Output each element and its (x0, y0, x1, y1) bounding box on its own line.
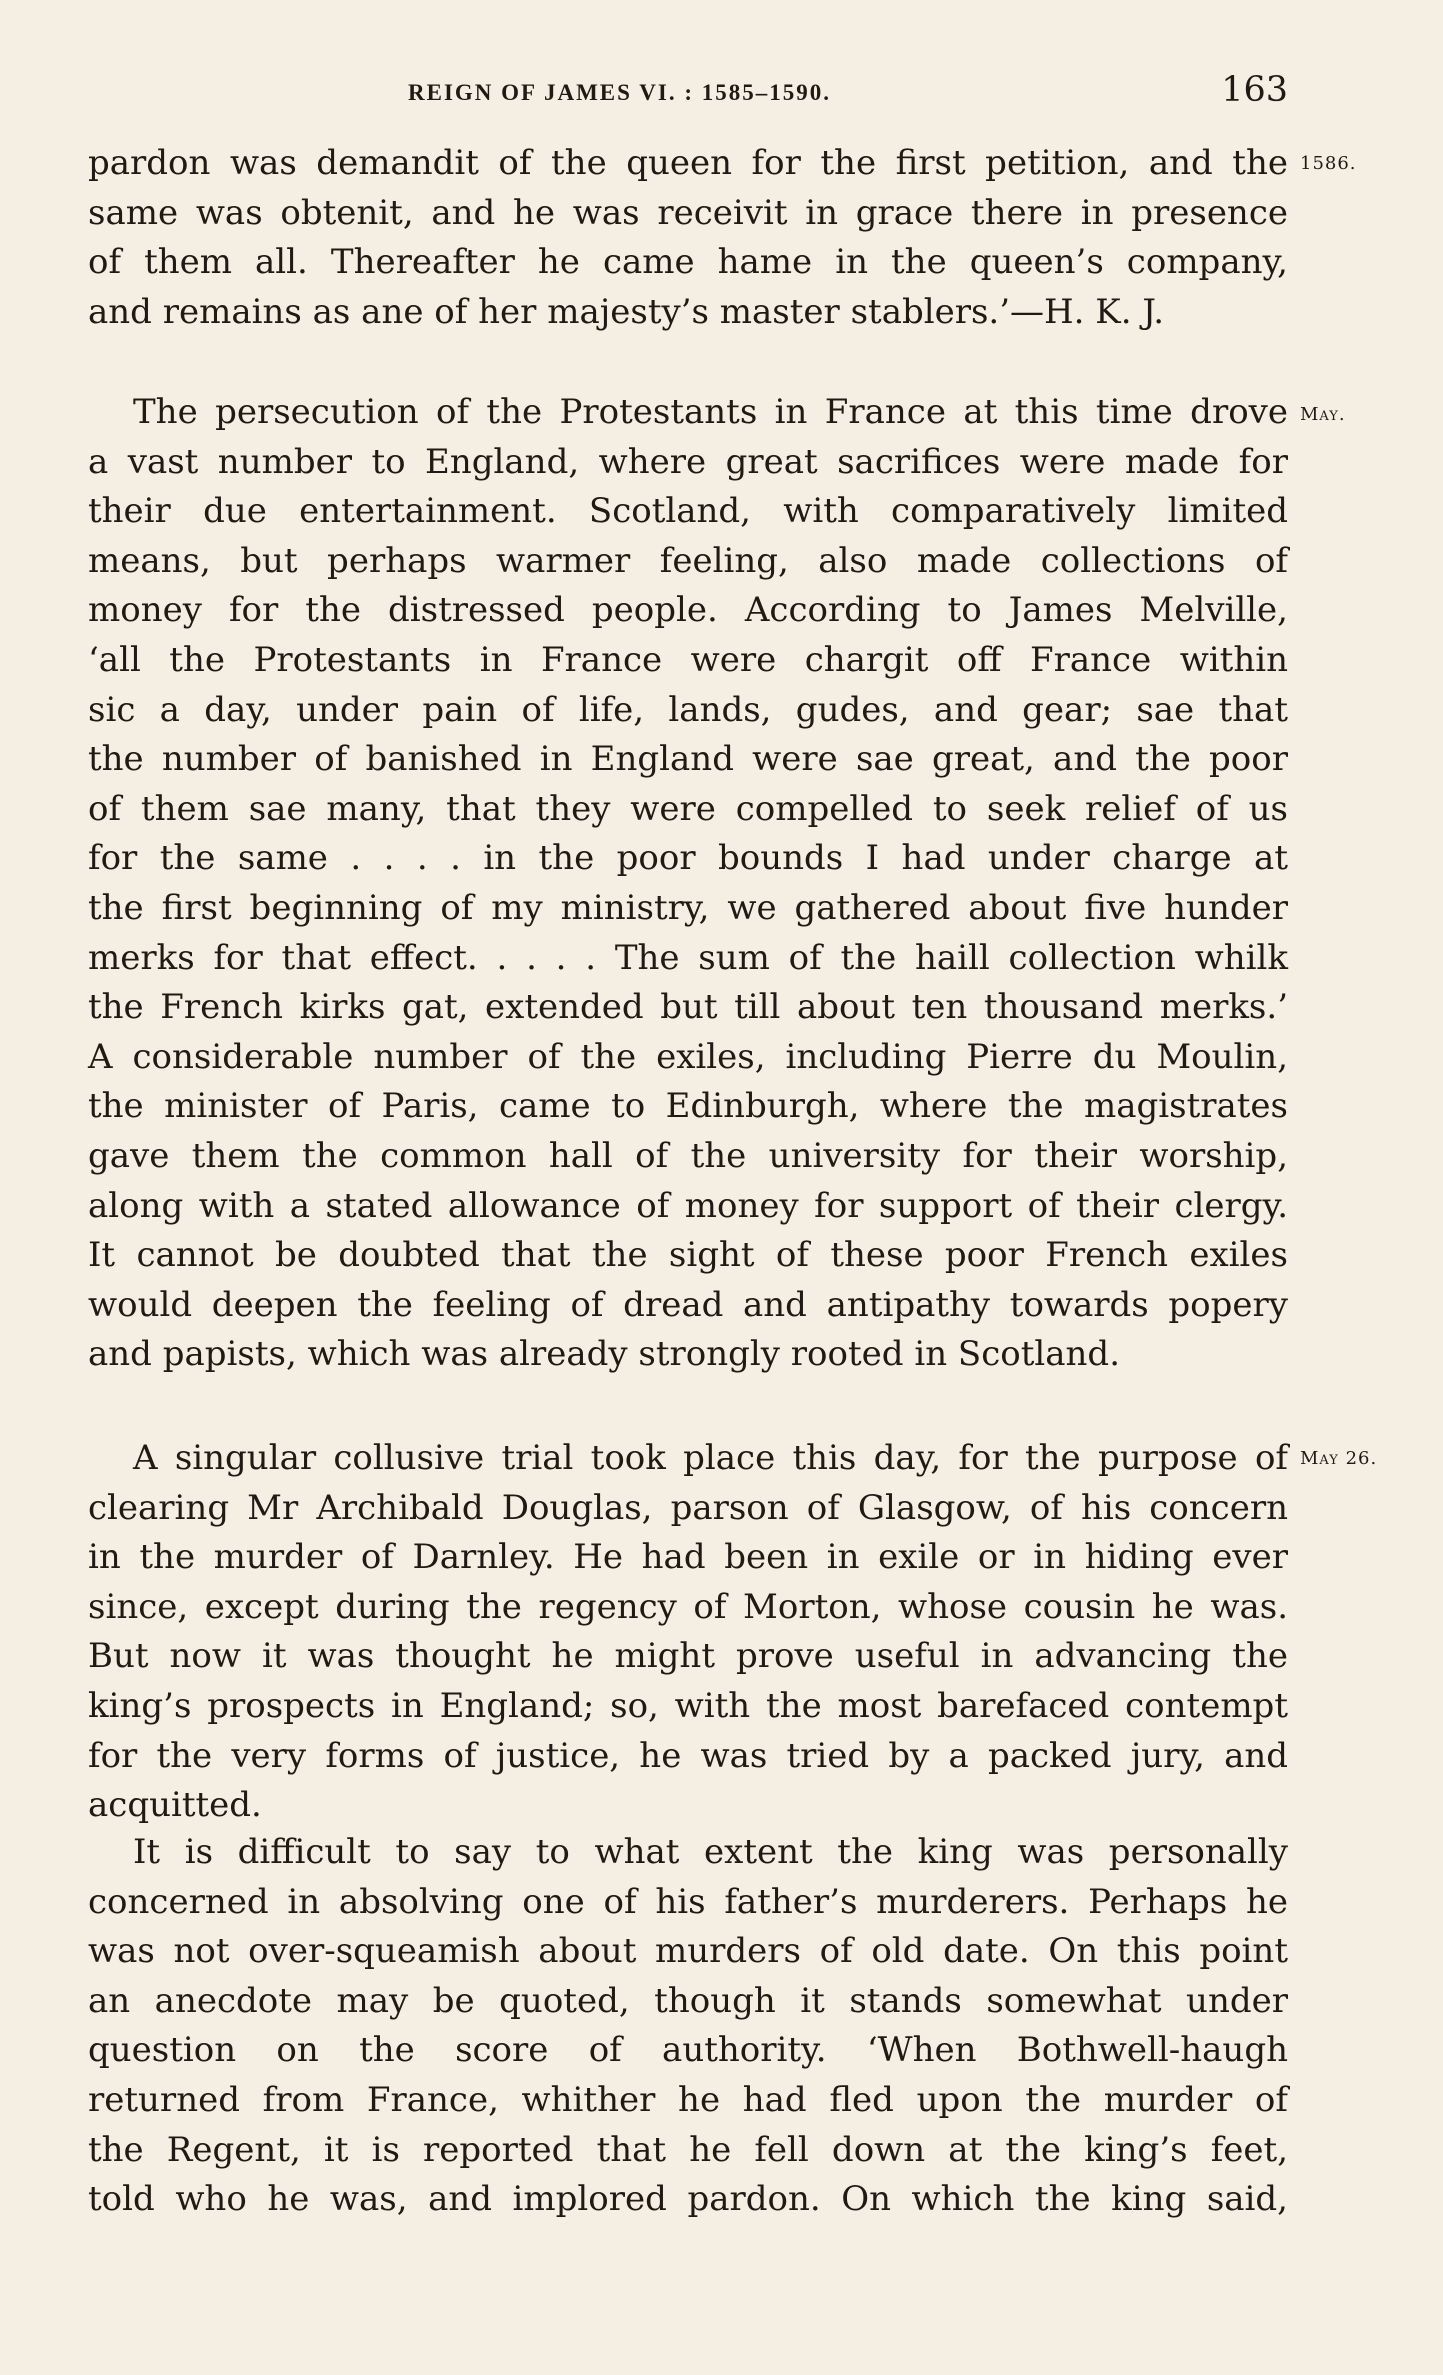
text-line: an anecdote may be quoted, though it stands somewhat under (88, 1980, 1288, 2021)
side-note-date: May 26. (1300, 1448, 1378, 1469)
text-line: ‘all the Protestants in France were chargit off France within (88, 639, 1288, 680)
text-line: and remains as ane of her majesty’s master stablers.’—H. K. J. (88, 291, 1165, 332)
text-line: of them sae many, that they were compelled to seek relief of us (88, 788, 1288, 829)
text-line: pardon was demandit of the queen for the first petition, and the (88, 143, 1288, 183)
page-number: 163 (1221, 70, 1288, 110)
text-line: their due entertainment. Scotland, with comparatively limited (88, 491, 1288, 532)
text-line: acquitted. (88, 1785, 262, 1826)
text-line: the minister of Paris, came to Edinburgh, where the magistrates (88, 1086, 1288, 1127)
text-line: in the murder of Darnley. He had been in exile or in hiding ever (88, 1537, 1288, 1578)
text-line: returned from France, whither he had fled upon the murder of (88, 2079, 1288, 2120)
text-line: means, but perhaps warmer feeling, also made collections of (88, 540, 1288, 581)
text-line: was not over-squeamish about murders of old date. On this point (88, 1931, 1288, 1972)
text-line: the first beginning of my ministry, we gathered about five hunder (88, 887, 1288, 928)
text-line: for the very forms of justice, he was tried by a packed jury, and (88, 1735, 1288, 1776)
text-line: A considerable number of the exiles, including Pierre du Moulin, (88, 1036, 1288, 1077)
text-line: since, except during the regency of Morton, whose cousin he was. (88, 1586, 1288, 1627)
side-note-year: 1586. (1300, 153, 1357, 174)
paragraph-trial (88, 1434, 1288, 1831)
paragraph-anecdote (88, 1828, 1288, 2225)
text-line: It cannot be doubted that the sight of these poor French exiles (88, 1235, 1288, 1276)
paragraph-pardon (88, 139, 1288, 337)
text-line: the Regent, it is reported that he fell down at the king’s feet, (88, 2129, 1288, 2170)
text-line: money for the distressed people. According to James Melville, (88, 590, 1288, 631)
text-line: the French kirks gat, extended but till about ten thousand merks.’ (88, 987, 1288, 1028)
text-line: A singular collusive trial took place this day, for the purpose of (133, 1438, 1288, 1478)
text-line: The persecution of the Protestants in France at this time drove (133, 392, 1288, 432)
text-line: and papists, which was already strongly rooted in Scotland. (88, 1334, 1121, 1375)
text-line: for the same . . . . in the poor bounds I had under charge at (88, 838, 1288, 879)
paragraph-persecution (88, 388, 1288, 1380)
text-line: sic a day, under pain of life, lands, gudes, and gear; sae that (88, 689, 1288, 730)
text-line: the number of banished in England were sae great, and the poor (88, 739, 1288, 780)
text-line: It is difficult to say to what extent the king was personally (133, 1832, 1288, 1872)
text-line: a vast number to England, where great sacrifices were made for (88, 441, 1288, 482)
text-line: concerned in absolving one of his father’s murderers. Perhaps he (88, 1881, 1288, 1922)
text-line: merks for that effect. . . . . The sum of the haill collection whilk (88, 937, 1288, 978)
text-line: king’s prospects in England; so, with the most barefaced contempt (88, 1685, 1288, 1726)
text-line: But now it was thought he might prove useful in advancing the (88, 1636, 1288, 1677)
text-line: gave them the common hall of the university for their worship, (88, 1135, 1288, 1176)
text-line: question on the score of authority. ‘When Bothwell-haugh (88, 2030, 1288, 2071)
text-line: same was obtenit, and he was receivit in grace there in presence (88, 192, 1288, 233)
side-note-month: May. (1300, 404, 1346, 425)
text-line: would deepen the feeling of dread and antipathy towards popery (88, 1284, 1288, 1325)
running-title: REIGN OF JAMES VI. : 1585–1590. (408, 80, 831, 105)
text-line: told who he was, and implored pardon. On which the king said, (88, 2179, 1288, 2220)
running-head (88, 70, 1288, 116)
text-line: clearing Mr Archibald Douglas, parson of Glasgow, of his concern (88, 1487, 1288, 1528)
text-line: of them all. Thereafter he came hame in the queen’s company, (88, 242, 1288, 283)
text-line: along with a stated allowance of money for support of their clergy. (88, 1185, 1288, 1226)
